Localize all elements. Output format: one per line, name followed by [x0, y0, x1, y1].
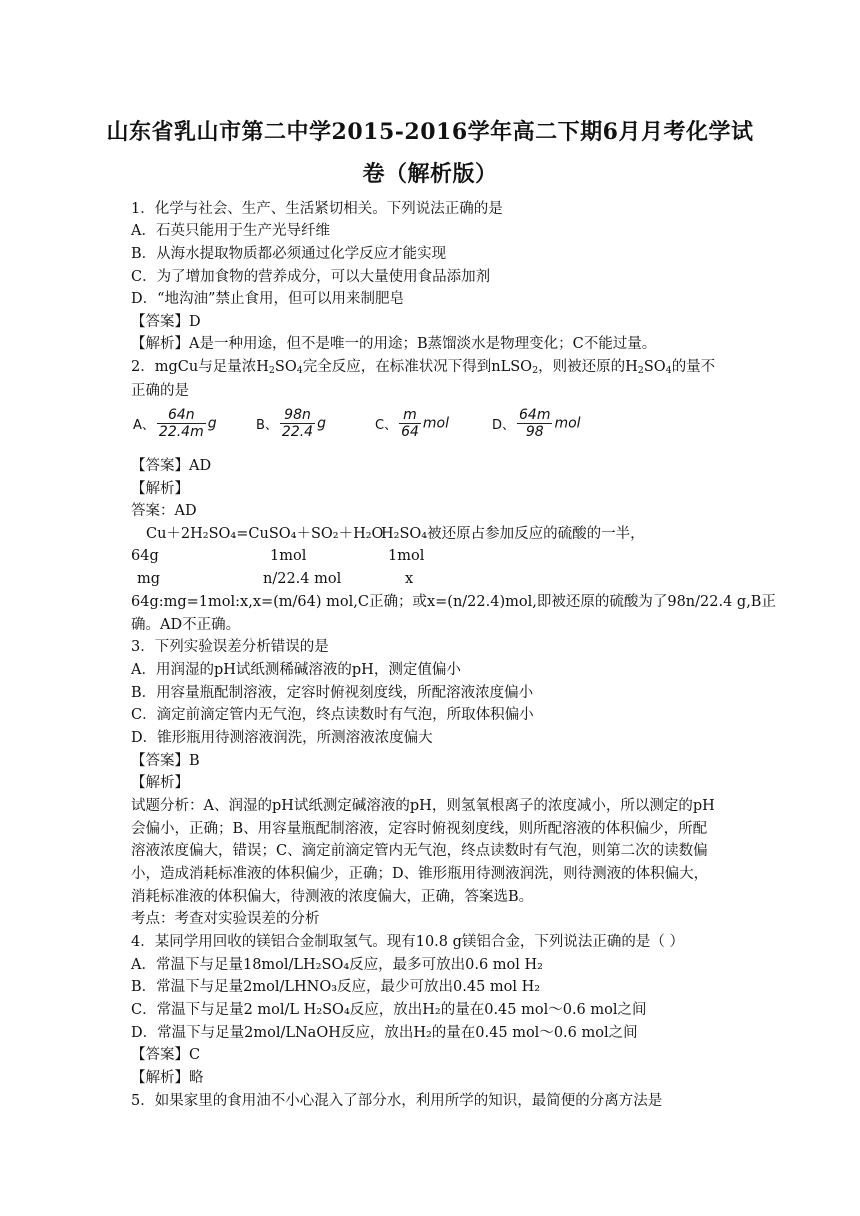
q1-option-b: B．从海水提取物质都必须通过化学反应才能实现: [131, 246, 447, 262]
q3-answer: 【答案】B: [131, 753, 200, 769]
q2-option-c-unit: mol: [422, 415, 449, 432]
q2-ratio-row2-reduced: x: [405, 571, 414, 587]
document-title-line-1: 山东省乳山市第二中学2015-2016学年高二下期6月月考化学试: [106, 119, 754, 145]
q2-ratio-row1-reduced: 1mol: [388, 548, 425, 564]
q3-analysis-line-5: 消耗标准液的体积偏大，待测液的浓度偏大，正确，答案选B。: [131, 889, 534, 905]
q1-answer: 【答案】D: [131, 314, 201, 330]
q1-option-c: C．为了增加食物的营养成分，可以大量使用食品添加剂: [131, 269, 491, 285]
q2-option-a: [133, 407, 217, 455]
q1-option-a: A．石英只能用于生产光导纤维: [131, 223, 330, 239]
q1-option-d: D．“地沟油”禁止食用，但可以用来制肥皂: [131, 291, 404, 307]
q3-option-a: A．用润湿的pH试纸测稀碱溶液的pH，测定值偏小: [131, 662, 461, 678]
q2-equation-note: H₂SO₄被还原占参加反应的硫酸的一半，: [381, 526, 645, 542]
q2-option-d-unit: mol: [554, 415, 581, 432]
q2-analysis-heading: 【解析】: [131, 481, 189, 497]
q3-analysis-line-2: 会偏小，正确；B、用容量瓶配制溶液，定容时俯视刻度线，则所配溶液的体积偏少，所配: [131, 821, 708, 837]
q2-ratio-row2-cu: mg: [137, 571, 161, 587]
q4-stem: 4．某同学用回收的镁铝合金制取氢气。现有10.8 g镁铝合金，下列说法正确的是（ ）: [131, 934, 685, 950]
q4-option-a: A．常温下与足量18mol/LH₂SO₄反应，最多可放出0.6 mol H₂: [131, 957, 543, 973]
q3-option-c: C．滴定前滴定管内无气泡，终点读数时有气泡，所取体积偏小: [131, 707, 534, 723]
q3-analysis-line-1: 试题分析：A、润湿的pH试纸测定碱溶液的pH，则氢氧根离子的浓度减小，所以测定的pH: [131, 798, 715, 814]
q1-stem: 1．化学与社会、生产、生活紧切相关。下列说法正确的是: [131, 201, 503, 217]
q3-option-d: D．锥形瓶用待测溶液润洗，所测溶液浓度偏大: [131, 730, 433, 746]
q3-analysis-line-3: 溶液浓度偏大，错误；C、滴定前滴定管内无气泡，终点读数时有气泡，则第二次的读数偏: [131, 843, 708, 859]
q2-calculation-line-2: 确。AD不正确。: [131, 617, 241, 633]
q2-option-a-unit: g: [207, 415, 217, 432]
q2-answer: 【答案】AD: [131, 458, 212, 474]
q2-option-b-fraction: $\frac{98n}{22.4}$: [281, 407, 314, 440]
q2-option-d-label: D、: [492, 418, 516, 433]
q4-option-c: C．常温下与足量2 mol/L H₂SO₄反应，放出H₂的量在0.45 mol～0.6 mol之间: [131, 1002, 647, 1018]
q2-option-d: [492, 407, 581, 455]
q2-option-b-unit: g: [317, 415, 326, 432]
q3-option-b: B．用容量瓶配制溶液，定容时俯视刻度线，所配溶液浓度偏小: [131, 685, 534, 701]
q3-stem: 3．下列实验误差分析错误的是: [131, 639, 329, 655]
q2-stem: 2．mgCu与足量浓$H_2SO_4$完全反应，在标准状况下得到nLSO$_2$，则被还原的$H_2SO_4$的量不: [131, 359, 716, 376]
q3-analysis-heading: 【解析】: [131, 775, 189, 791]
q2-calculation-line-1: 64g:mg=1mol:x,x=(m/64) mol,C正确；或x=(n/22.4)mol,即被还原的硫酸为了98n/22.4 g,B正: [131, 594, 776, 610]
q2-option-c-label: C、: [375, 418, 398, 433]
q2-ratio-row1-cu: 64g: [131, 548, 159, 564]
q4-option-b: B．常温下与足量2mol/LHNO₃反应，最少可放出0.45 mol H₂: [131, 979, 541, 995]
q2-option-b: [256, 407, 326, 455]
q2-stem-line-2: 正确的是: [131, 383, 189, 399]
q2-ratio-row1-so2: 1mol: [270, 548, 307, 564]
q3-analysis-line-4: 小，造成消耗标准液的体积偏少，正确；D、锥形瓶用待测液润洗，则待测液的体积偏大，: [131, 866, 709, 882]
q2-ratio-row2-so2: n/22.4 mol: [263, 571, 342, 587]
q4-option-d: D．常温下与足量2mol/LNaOH反应，放出H₂的量在0.45 mol～0.6 mol之间: [131, 1025, 638, 1041]
q2-option-b-label: B、: [256, 418, 278, 433]
q3-point: 考点：考查对实验误差的分析: [131, 911, 320, 927]
q2-option-a-label: A、: [133, 418, 155, 433]
q5-stem: 5．如果家里的食用油不小心混入了部分水，利用所学的知识，最简便的分离方法是: [131, 1093, 663, 1109]
q2-answer-note: 答案：AD: [131, 503, 197, 519]
q4-analysis: 【解析】略: [131, 1070, 204, 1086]
q4-answer: 【答案】C: [131, 1047, 201, 1063]
q2-option-d-fraction: $\frac{64m}{98}$: [519, 407, 551, 440]
q2-option-c: [375, 407, 449, 455]
document-title-line-2: 卷（解析版）: [362, 161, 498, 187]
q2-option-a-fraction: $\frac{64n}{22.4m}$: [158, 407, 204, 440]
q1-analysis: 【解析】A是一种用途，但不是唯一的用途；B蒸馏淡水是物理变化；C不能过量。: [131, 336, 657, 352]
q2-option-c-fraction: $\frac{m}{64}$: [401, 407, 419, 440]
q2-equation: Cu＋2H₂SO₄=CuSO₄＋SO₂＋H₂O: [146, 526, 384, 542]
